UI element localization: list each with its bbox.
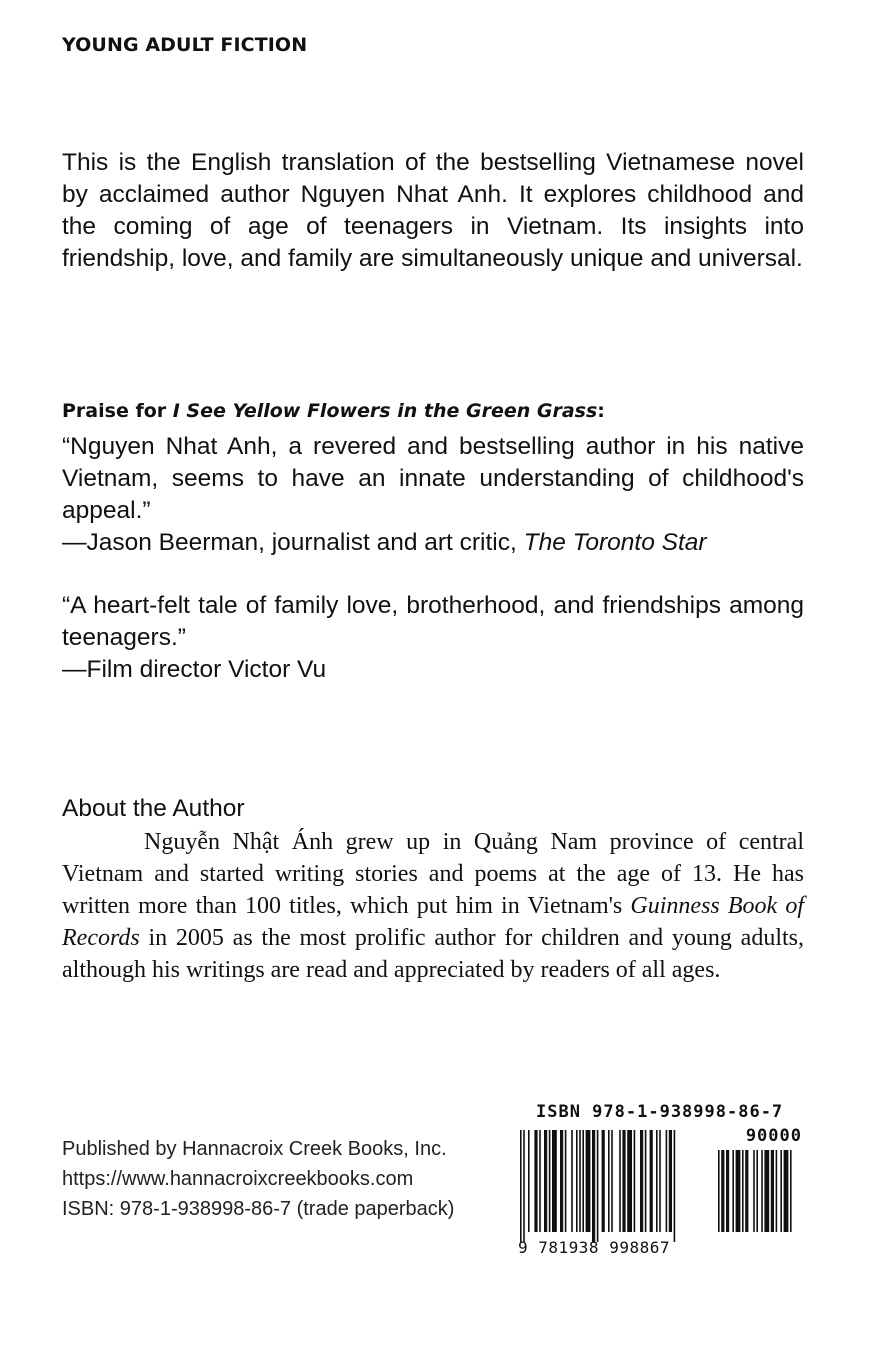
- barcode-bar: [552, 1130, 557, 1232]
- barcode-bar: [718, 1150, 720, 1232]
- barcode-bar: [608, 1130, 610, 1232]
- barcode-bar: [780, 1150, 782, 1232]
- barcode-bar: [761, 1150, 763, 1232]
- barcode-bar: [645, 1130, 647, 1232]
- publisher-name: Published by Hannacroix Creek Books, Inc.: [62, 1138, 447, 1160]
- publisher-info: [62, 1134, 454, 1224]
- barcode-bar: [790, 1150, 792, 1232]
- quote-attribution: [62, 527, 804, 559]
- barcode-bar: [753, 1150, 755, 1232]
- attribution-text: —Jason Beerman, journalist and art critic,: [62, 529, 524, 556]
- barcode-bar: [597, 1130, 599, 1242]
- barcode-addon-bars: [716, 1150, 802, 1242]
- about-author-heading: About the Author: [62, 795, 245, 822]
- barcode-bar: [528, 1130, 530, 1232]
- barcode-bar: [736, 1150, 741, 1232]
- barcode-bar: [771, 1150, 774, 1232]
- about-author-body: [62, 826, 804, 986]
- barcode-digits: 9 781938 998867: [518, 1238, 670, 1257]
- barcode-bar: [659, 1130, 661, 1232]
- barcode-bar: [520, 1130, 522, 1242]
- praise-heading: [62, 400, 605, 422]
- book-blurb: This is the English translation of the bestselling Vietnamese novel by acclaimed author Nguyen Nhat Anh. It explores childhood and the coming of age of teenagers in Vietnam. Its insights into friendship, love, and family are simultaneously unique and universal.: [62, 149, 804, 272]
- publisher-isbn: ISBN: 978-1-938998-86-7 (trade paperback): [62, 1198, 455, 1220]
- publication-name: The Toronto Star: [523, 529, 707, 556]
- genre-label: YOUNG ADULT FICTION: [62, 34, 308, 56]
- barcode-bar: [576, 1130, 578, 1232]
- barcode-bar: [549, 1130, 551, 1232]
- barcode-bar: [726, 1150, 729, 1232]
- about-body-part2: in 2005 as the most prolific author for children and young adults, although his writings are read and appreciated by readers of all ages.: [62, 925, 804, 983]
- barcode-bar: [523, 1130, 525, 1242]
- barcode-bar: [776, 1150, 778, 1232]
- barcode-bar: [666, 1130, 668, 1232]
- barcode-bar: [756, 1150, 758, 1232]
- barcode-bar: [534, 1130, 537, 1232]
- quote-text: “Nguyen Nhat Anh, a revered and bestselling author in his native Vietnam, seems to have an innate understanding of childhood's appeal.”: [62, 433, 804, 524]
- quote-text: “A heart-felt tale of family love, brotherhood, and friendships among teenagers.”: [62, 592, 804, 651]
- barcode-bar: [650, 1130, 653, 1232]
- barcode-bar: [539, 1130, 541, 1232]
- publisher-url: https://www.hannacroixcreekbooks.com: [62, 1168, 414, 1190]
- barcode-bar: [674, 1130, 676, 1242]
- barcode-bar: [745, 1150, 748, 1232]
- barcode-bar: [669, 1130, 672, 1232]
- barcode-main-bars: [518, 1130, 708, 1242]
- barcode-bar: [656, 1130, 658, 1232]
- barcode-bar: [721, 1150, 724, 1232]
- praise-heading-suffix: :: [597, 400, 605, 422]
- barcode-bar: [565, 1130, 567, 1232]
- barcode-bar: [592, 1130, 595, 1242]
- barcode-bar: [784, 1150, 789, 1232]
- about-body-part1: Nguyễn Nhật Ánh grew up in Quảng Nam province of central Vietnam and started writing stories and poems at the age of 13. He has written more than 100 titles, which put him in Vietnam's: [62, 829, 804, 919]
- barcode-bar: [586, 1130, 591, 1232]
- quote-attribution: —Film director Victor Vu: [62, 656, 327, 683]
- barcode-bar: [732, 1150, 734, 1232]
- barcode-isbn-label: ISBN 978-1-938998-86-7: [536, 1102, 784, 1122]
- barcode-price-code: 90000: [745, 1126, 802, 1146]
- isbn-barcode: [518, 1100, 804, 1275]
- barcode-bar: [579, 1130, 581, 1232]
- barcode-bar: [742, 1150, 744, 1232]
- barcode-bar: [627, 1130, 632, 1232]
- barcode-bar: [560, 1130, 563, 1232]
- praise-heading-prefix: Praise for: [62, 400, 173, 422]
- praise-quote-1: [62, 431, 804, 559]
- barcode-bar: [619, 1130, 621, 1232]
- barcode-bar: [611, 1130, 613, 1232]
- barcode-bar: [602, 1130, 605, 1232]
- praise-quote-2: [62, 590, 804, 686]
- about-body-italic: Guinness Book of Records: [62, 893, 805, 951]
- barcode-bar: [571, 1130, 573, 1232]
- barcode-bar: [634, 1130, 636, 1232]
- barcode-bar: [764, 1150, 769, 1232]
- barcode-bar: [582, 1130, 584, 1232]
- barcode-bar: [622, 1130, 625, 1232]
- praise-heading-title: I See Yellow Flowers in the Green Grass: [172, 400, 598, 422]
- barcode-bar: [640, 1130, 643, 1232]
- barcode-bar: [544, 1130, 547, 1232]
